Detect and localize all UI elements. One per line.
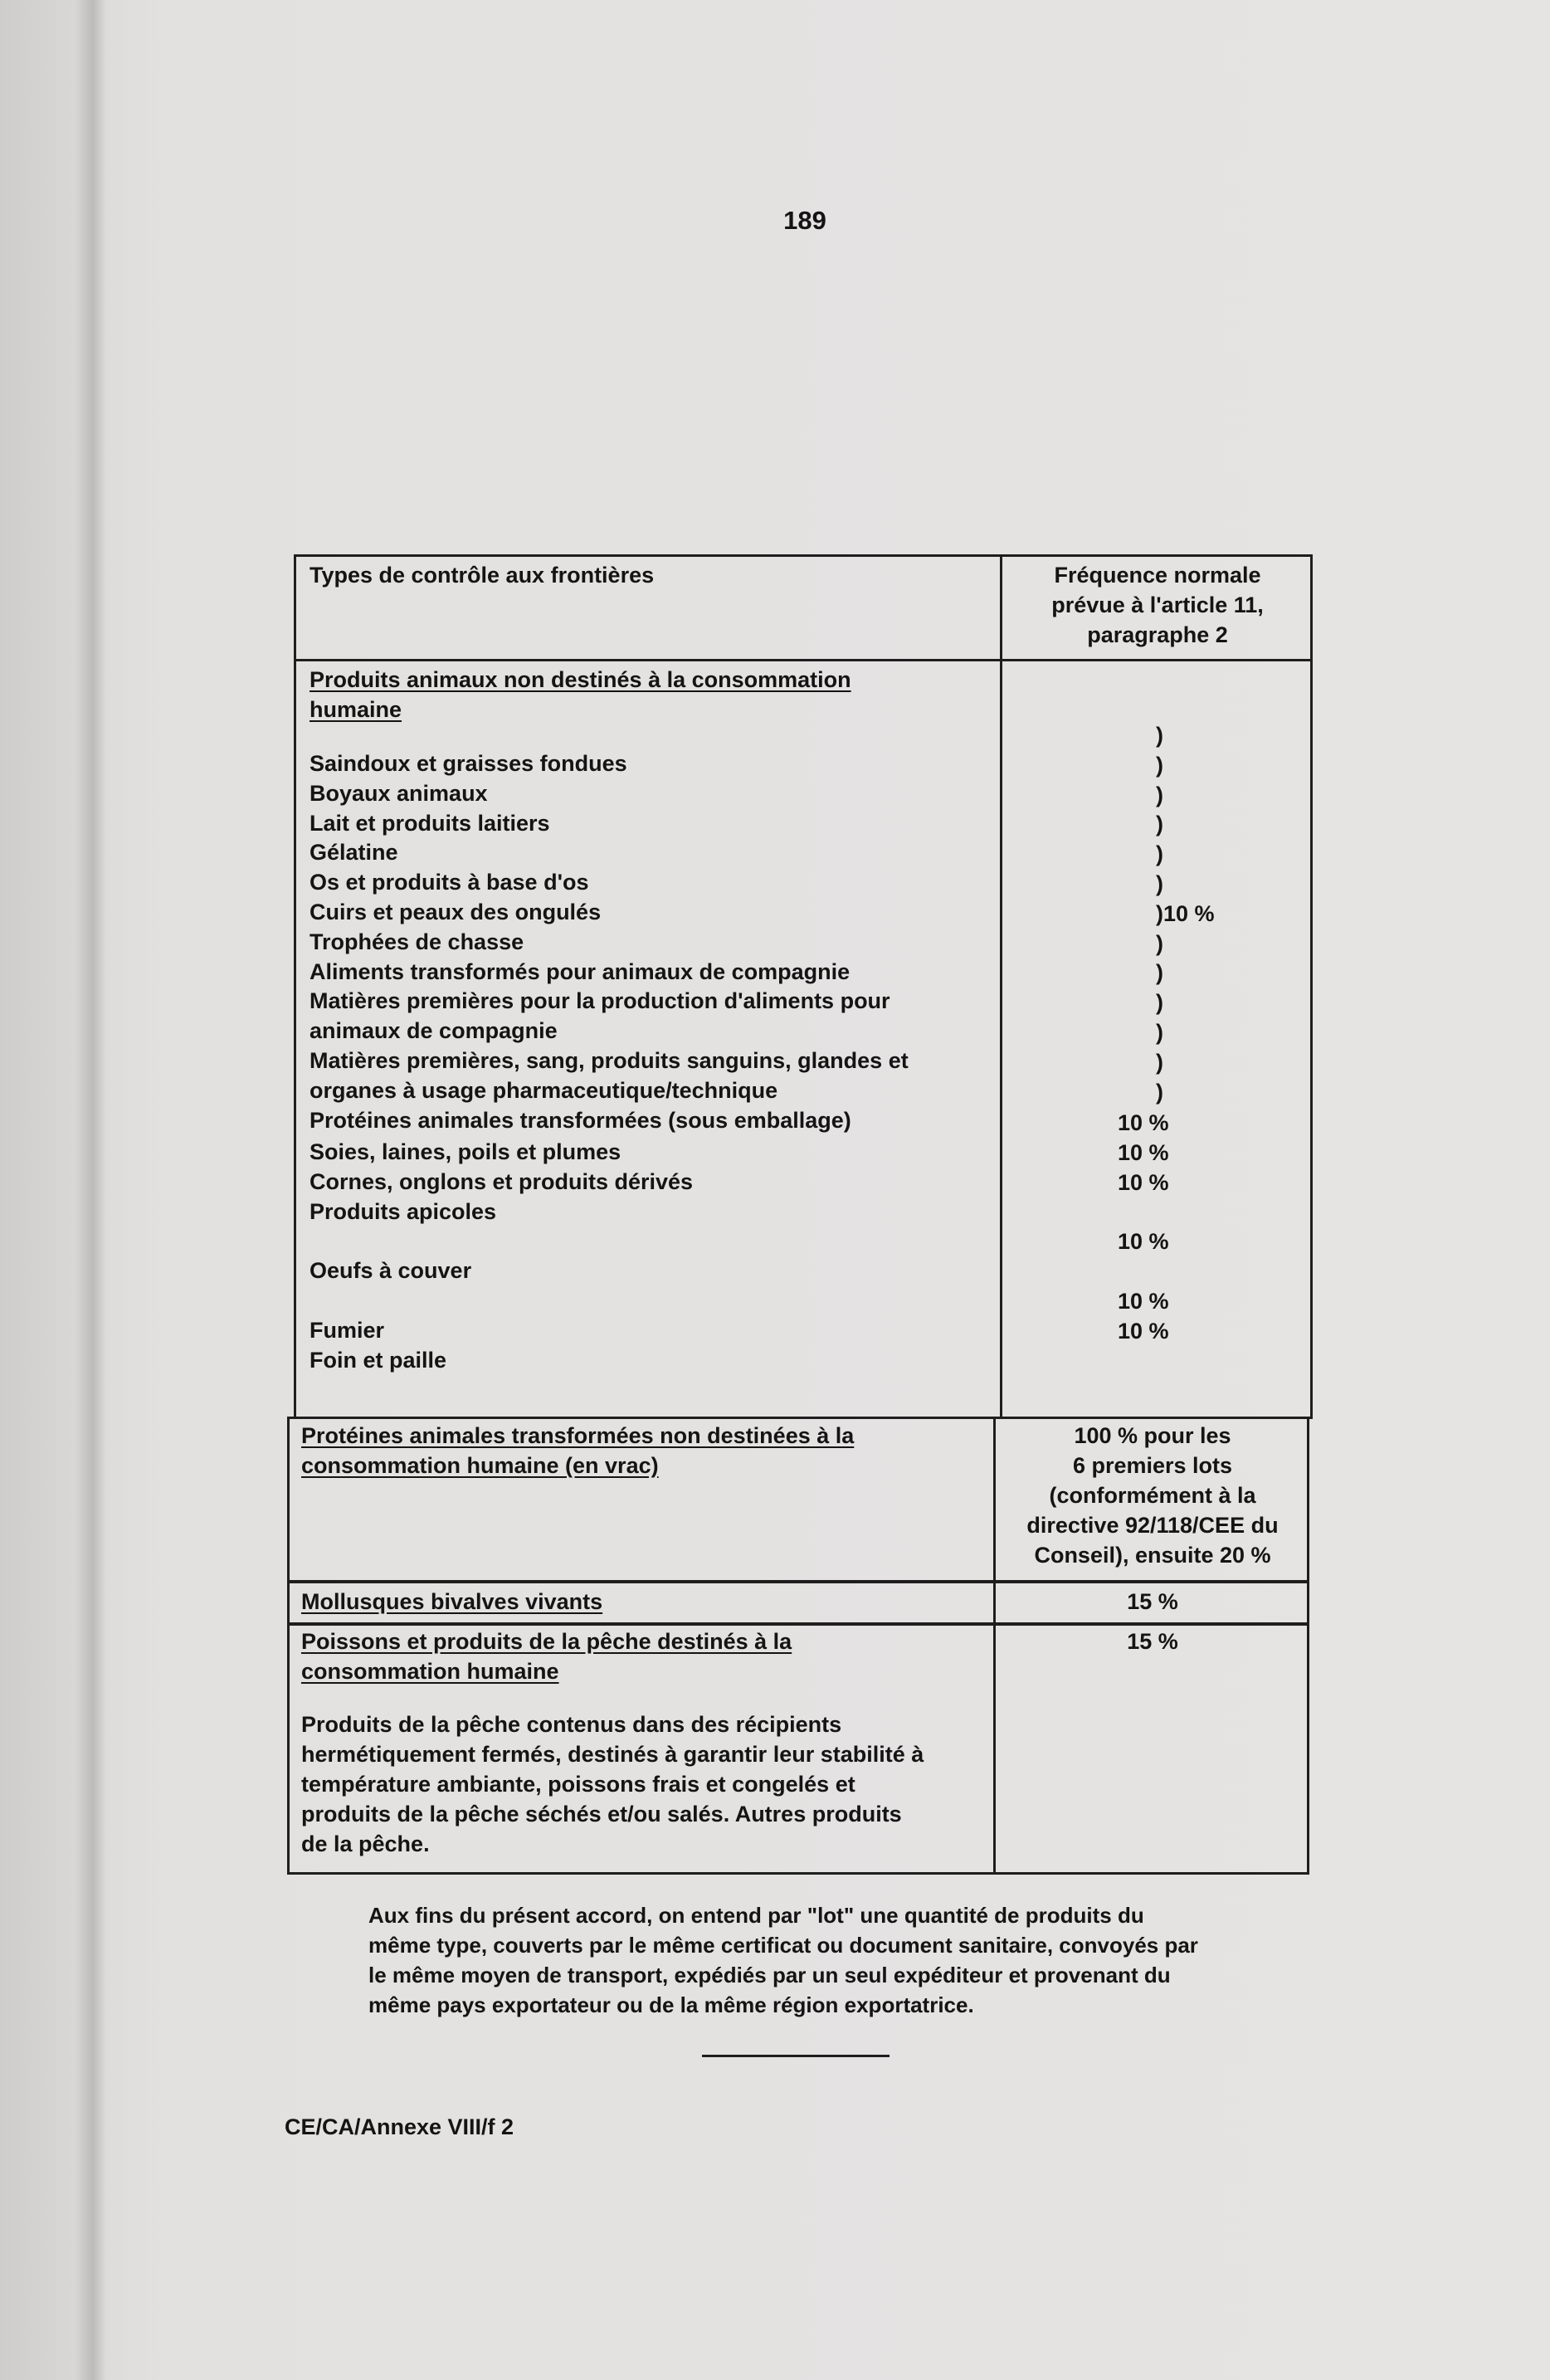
- list-item: organes à usage pharmaceutique/technique: [310, 1077, 778, 1103]
- column-divider: [993, 1625, 996, 1872]
- section2-title-line: consommation humaine (en vrac): [301, 1453, 659, 1478]
- section1-items2: [310, 1138, 693, 1375]
- list-item: Saindoux et graisses fondues: [310, 751, 627, 776]
- group-brackets: [1156, 721, 1215, 1107]
- list-item: Cuirs et peaux des ongulés: [310, 899, 602, 924]
- frequency-value: 10 %: [1118, 1169, 1169, 1195]
- note-line: même type, couverts par le même certificat ou document sanitaire, convoyés par: [368, 1933, 1198, 1958]
- frequency-value: 10 %: [1118, 1229, 1169, 1255]
- header-right-line: prévue à l'article 11,: [1051, 593, 1264, 617]
- frequency-value: 10 %: [1118, 1139, 1169, 1165]
- list-item: Aliments transformés pour animaux de compagnie: [310, 958, 851, 984]
- frequency-line: (conformément à la: [1049, 1483, 1256, 1508]
- group-frequency: )10 %: [1156, 900, 1215, 926]
- frequency-line: directive 92/118/CEE du: [1026, 1513, 1279, 1538]
- body-line: de la pêche.: [301, 1831, 430, 1856]
- control-table-fish: [287, 1622, 1309, 1875]
- header-right-line: paragraphe 2: [1087, 622, 1228, 647]
- body-line: hermétiquement fermés, destinés à garantir leur stabilité à: [301, 1742, 924, 1767]
- section4-frequency: 15 %: [1127, 1629, 1178, 1654]
- section3-frequency: 15 %: [1127, 1589, 1178, 1614]
- closing-rule: [702, 2055, 890, 2057]
- bracket: ): [1156, 841, 1163, 867]
- section1-title: [310, 665, 851, 724]
- bracket: ): [1156, 723, 1163, 748]
- section1-items: [310, 749, 909, 1135]
- section2-title-line: Protéines animales transformées non destinées à la: [301, 1423, 855, 1448]
- frequency-line: 6 premiers lots: [1072, 1453, 1233, 1478]
- body-line: température ambiante, poissons frais et congelés et: [301, 1772, 855, 1797]
- list-item: Boyaux animaux: [310, 780, 488, 806]
- body-line: produits de la pêche séchés et/ou salés. Autres produits: [301, 1802, 902, 1826]
- list-item: Protéines animales transformées (sous emballage): [310, 1107, 851, 1133]
- section2-frequency: [996, 1421, 1309, 1570]
- control-table-main: [294, 554, 1313, 1419]
- column-divider: [1000, 557, 1002, 1417]
- control-table-bulk-proteins: [287, 1417, 1309, 1583]
- bracket: ): [1156, 1019, 1163, 1045]
- list-item: Matières premières, sang, produits sanguins, glandes et: [310, 1047, 909, 1073]
- lot-definition-note: [368, 1900, 1314, 2020]
- frequency-line: Conseil), ensuite 20 %: [1034, 1543, 1271, 1568]
- list-item: Oeufs à couver: [310, 1258, 472, 1284]
- body-line: Produits de la pêche contenus dans des récipients: [301, 1712, 842, 1737]
- list-item: Fumier: [310, 1317, 385, 1343]
- section1-title-line: humaine: [310, 697, 402, 722]
- list-item: Produits apicoles: [310, 1198, 497, 1224]
- list-item: Cornes, onglons et produits dérivés: [310, 1168, 694, 1194]
- bracket: ): [1156, 752, 1163, 778]
- frequency-value: 10 %: [1118, 1110, 1169, 1135]
- control-table-molluscs: [287, 1581, 1309, 1626]
- frequency-value: 10 %: [1118, 1318, 1169, 1344]
- header-right-line: Fréquence normale: [1054, 563, 1261, 588]
- note-line: Aux fins du présent accord, on entend par "lot" une quantité de produits du: [368, 1903, 1144, 1928]
- list-item: Gélatine: [310, 840, 398, 866]
- list-item: Trophées de chasse: [310, 929, 524, 954]
- section4-title: [301, 1626, 792, 1686]
- section1-freq2: [1118, 1109, 1217, 1346]
- section4-body: [301, 1709, 924, 1859]
- bracket: ): [1156, 990, 1163, 1016]
- bracket: ): [1156, 1079, 1163, 1105]
- bracket: ): [1156, 782, 1163, 807]
- list-item: Matières premières pour la production d'aliments pour: [310, 988, 890, 1014]
- bracket: ): [1156, 812, 1163, 837]
- header-left: Types de contrôle aux frontières: [310, 563, 655, 588]
- section4-title-line: consommation humaine: [301, 1659, 559, 1684]
- section4-title-line: Poissons et produits de la pêche destinés à la: [301, 1629, 792, 1654]
- list-item: Foin et paille: [310, 1347, 447, 1373]
- page-number: 189: [783, 206, 826, 235]
- list-item: Lait et produits laitiers: [310, 810, 550, 836]
- section1-title-line: Produits animaux non destinés à la consommation: [310, 667, 851, 692]
- header-divider: [296, 659, 1310, 661]
- document-reference: CE/CA/Annexe VIII/f 2: [285, 2114, 514, 2139]
- section2-title: [301, 1421, 854, 1480]
- list-item: Soies, laines, poils et plumes: [310, 1139, 621, 1164]
- list-item: animaux de compagnie: [310, 1018, 558, 1044]
- frequency-value: 10 %: [1118, 1288, 1169, 1314]
- note-line: le même moyen de transport, expédiés par un seul expéditeur et provenant du: [368, 1963, 1171, 1987]
- frequency-line: 100 % pour les: [1074, 1423, 1231, 1448]
- section3-title: Mollusques bivalves vivants: [301, 1589, 603, 1614]
- bracket: ): [1156, 930, 1163, 956]
- bracket: ): [1156, 871, 1163, 896]
- list-item: Os et produits à base d'os: [310, 870, 589, 895]
- note-line: même pays exportateur ou de la même région exportatrice.: [368, 1992, 974, 2017]
- header-right: [1002, 560, 1313, 650]
- bracket: ): [1156, 960, 1163, 986]
- bracket: ): [1156, 1049, 1163, 1075]
